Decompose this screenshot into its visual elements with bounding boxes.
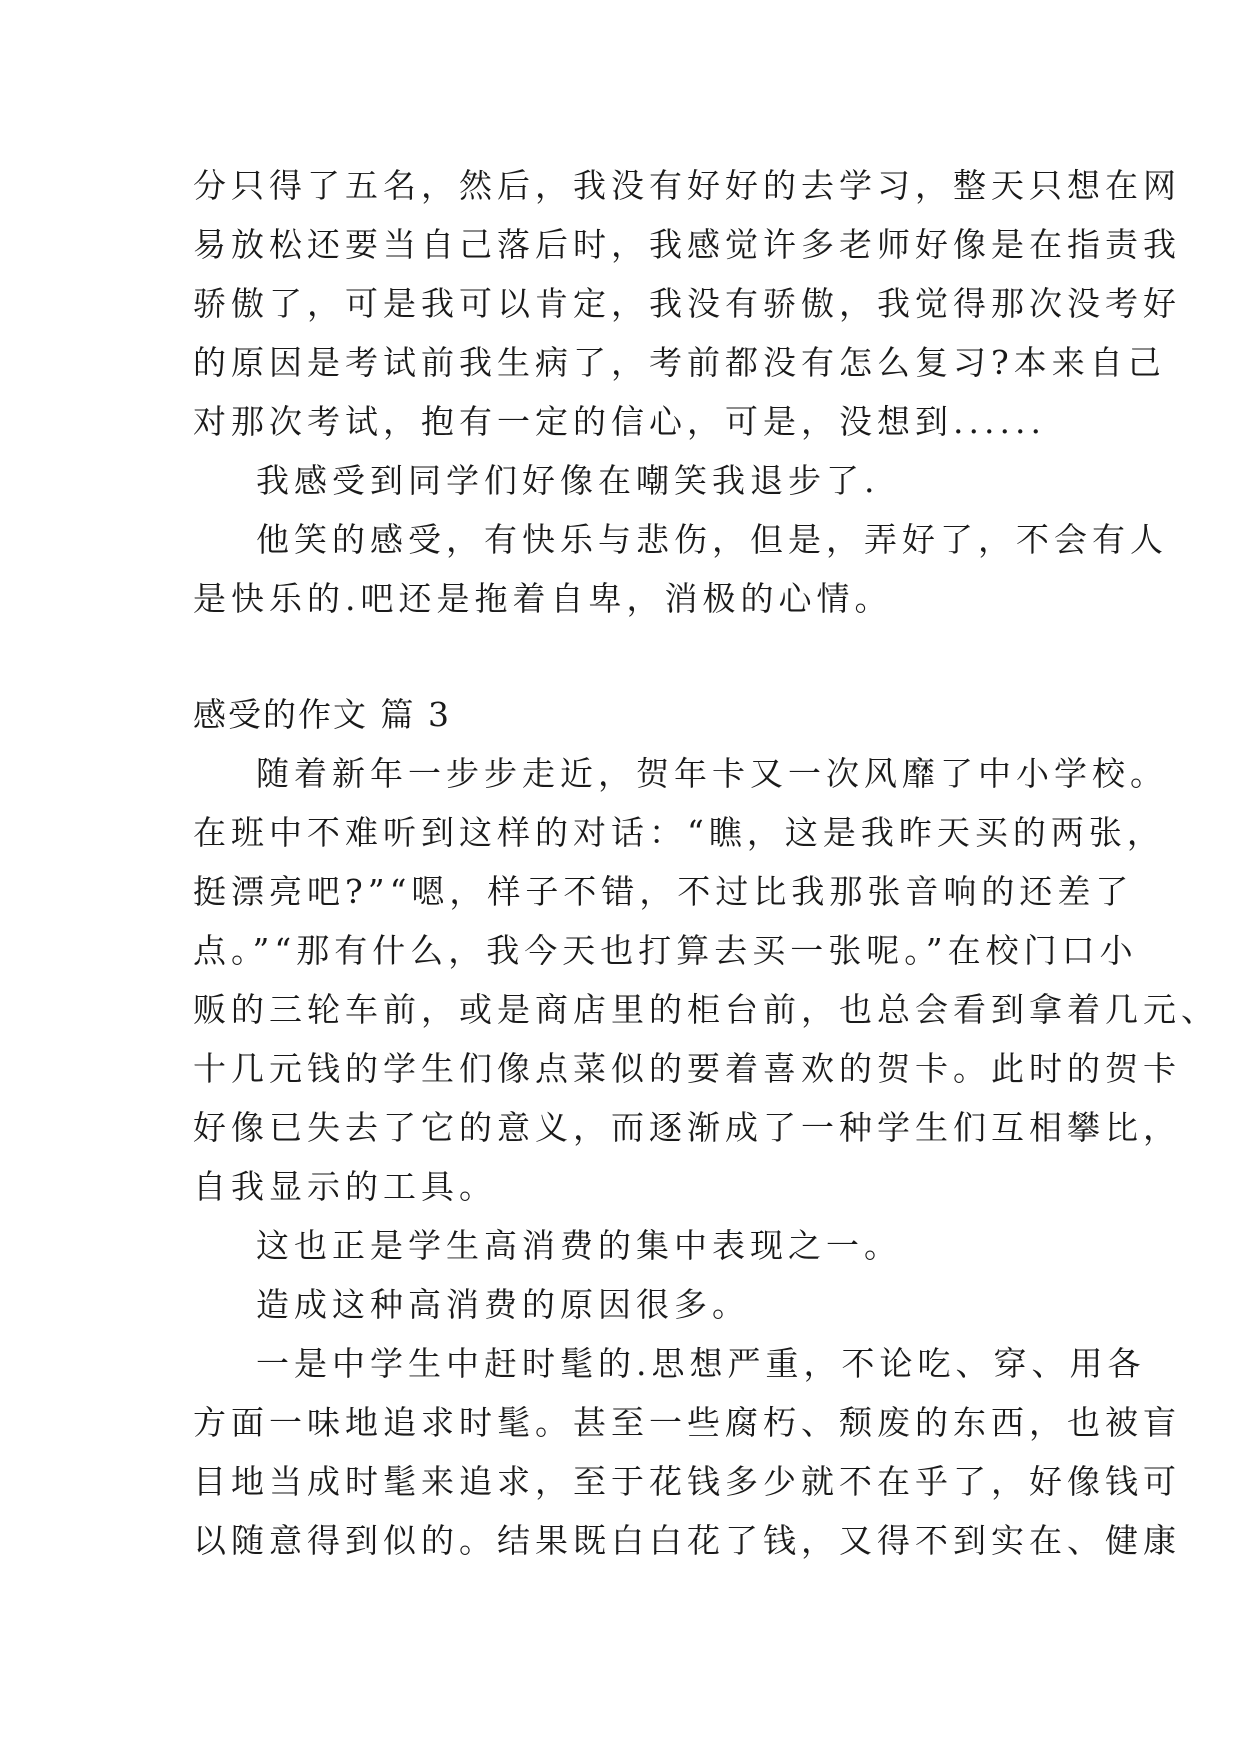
paragraph: 这也正是学生高消费的集中表现之一。	[256, 1226, 902, 1265]
text-line: 挺漂亮吧?”“嗯，样子不错，不过比我那张音响的还差了	[193, 872, 1134, 911]
text-line: 对那次考试，抱有一定的信心，可是，没想到......	[193, 402, 1046, 441]
text-line: 他笑的感受，有快乐与悲伤，但是，弄好了，不会有人	[256, 520, 1168, 559]
text-line: 目地当成时髦来追求，至于花钱多少就不在乎了，好像钱可	[193, 1462, 1181, 1501]
section-heading: 感受的作文 篇 3	[193, 695, 451, 734]
paragraph: 造成这种高消费的原因很多。	[256, 1285, 750, 1324]
text-line: 的原因是考试前我生病了，考前都没有怎么复习?本来自己	[193, 343, 1166, 382]
text-line: 在班中不难听到这样的对话：“瞧，这是我昨天买的两张，	[193, 813, 1165, 852]
paragraph: 我感受到同学们好像在嘲笑我退步了.	[256, 461, 880, 500]
text-line: 好像已失去了它的意义，而逐渐成了一种学生们互相攀比，	[193, 1108, 1181, 1147]
text-line: 方面一味地追求时髦。甚至一些腐朽、颓废的东西，也被盲	[193, 1403, 1181, 1442]
text-line: 点。”“那有什么，我今天也打算去买一张呢。”在校门口小	[193, 931, 1138, 970]
text-line: 骄傲了，可是我可以肯定，我没有骄傲，我觉得那次没考好	[193, 284, 1181, 323]
text-line: 一是中学生中赶时髦的.思想严重，不论吃、穿、用各	[256, 1344, 1146, 1383]
text-line: 贩的三轮车前，或是商店里的柜台前，也总会看到拿着几元、	[193, 990, 1219, 1029]
text-line: 分只得了五名，然后，我没有好好的去学习，整天只想在网	[193, 166, 1181, 205]
text-line: 是快乐的.吧还是拖着自卑，消极的心情。	[193, 579, 893, 618]
text-line: 随着新年一步步走近，贺年卡又一次风靡了中小学校。	[256, 754, 1168, 793]
text-line: 以随意得到似的。结果既白白花了钱，又得不到实在、健康	[193, 1521, 1181, 1560]
text-line: 自我显示的工具。	[193, 1167, 497, 1206]
text-line: 易放松还要当自己落后时，我感觉许多老师好像是在指责我	[193, 225, 1181, 264]
text-line: 十几元钱的学生们像点菜似的要着喜欢的贺卡。此时的贺卡	[193, 1049, 1181, 1088]
